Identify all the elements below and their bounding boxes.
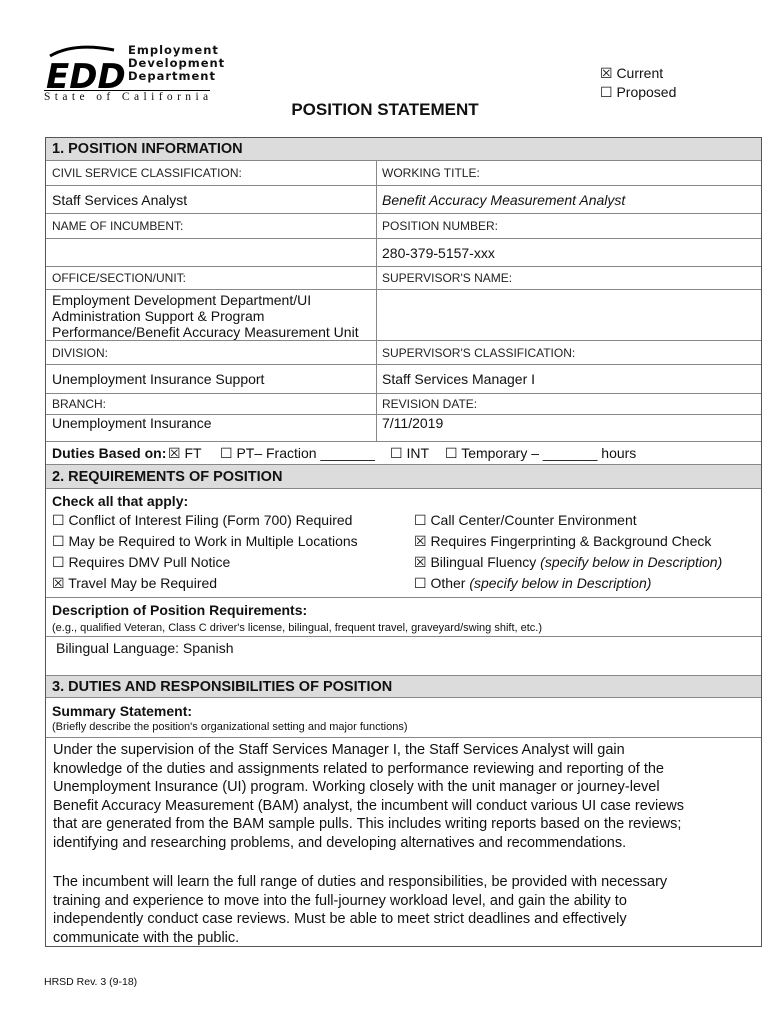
requirements-checklist [46,490,761,598]
working-title-label: WORKING TITLE: [376,161,761,185]
duties-int-checkbox[interactable]: ☐ INT [390,445,429,461]
section-2-heading: 2. REQUIREMENTS OF POSITION [46,465,761,489]
status-proposed[interactable]: ☐ Proposed [600,84,677,100]
edd-logo [44,43,226,104]
requirements-right-column [414,510,722,594]
req-multiple-locations-checkbox[interactable]: ☐ May be Required to Work in Multiple Locations [52,533,358,549]
logo-line-3: Department [128,69,216,83]
position-number-label: POSITION NUMBER: [376,214,761,238]
req-other-checkbox[interactable] [414,573,722,594]
revision-date-label: REVISION DATE: [376,394,761,414]
req-bilingual-note: (specify below in Description) [540,554,723,570]
division-label: DIVISION: [52,345,109,360]
summary-line: knowledge of the duties and assignments related to performance reviewing and reporting of the [53,760,664,777]
summary-line: Under the supervision of the Staff Services Manager I, the Staff Services Analyst will gain [53,742,625,758]
summary-paragraph-1 [53,741,684,852]
row-office-values [46,290,761,341]
row-branch-labels [46,394,761,415]
office-line-1: Employment Development Department/UI [52,292,312,308]
description-header [46,598,761,637]
summary-header [46,699,761,738]
check-all-label: Check all that apply: [52,493,189,509]
page-title: POSITION STATEMENT [291,100,479,119]
req-other-note: (specify below in Description) [469,575,652,591]
summary-line: independently conduct case reviews. Must be able to meet strict deadlines and effectively [53,911,627,927]
incumbent-field[interactable] [46,239,376,266]
duties-pt-checkbox[interactable]: ☐ PT– Fraction _______ [220,445,375,461]
summary-line: identifying and researching problems, and developing alternatives and recommendations. [53,834,627,851]
req-bilingual-label: ☒ Bilingual Fluency [414,554,541,570]
req-conflict-checkbox[interactable]: ☐ Conflict of Interest Filing (Form 700) Required [52,512,353,528]
req-call-center-checkbox[interactable]: ☐ Call Center/Counter Environment [414,512,637,528]
office-line-2: Administration Support & Program [52,308,265,324]
office-field[interactable] [46,290,376,340]
duties-ft-checkbox[interactable]: ☒ FT [168,445,202,461]
civil-service-label: CIVIL SERVICE CLASSIFICATION: [52,166,242,180]
office-label: OFFICE/SECTION/UNIT: [52,271,187,285]
row-classification-values [46,186,761,214]
description-heading: Description of Position Requirements: [52,602,308,618]
summary-line: Benefit Accuracy Measurement (BAM) analyst, the incumbent will conduct various UI case reviews [53,797,685,814]
row-division-labels [46,341,761,365]
row-duties-based [46,442,761,465]
summary-line: training and experience to move into the full-journey workload level, and gain the ability to [53,892,627,909]
logo-wordmark [128,44,225,83]
position-form [45,137,762,947]
row-division-values [46,365,761,394]
division-field[interactable]: Unemployment Insurance Support [52,371,265,387]
summary-line: The incumbent will learn the full range of duties and responsibilities, be provided with necessary [53,874,668,890]
summary-note: (Briefly describe the position's organizational setting and major functions) [52,721,408,733]
logo-letters: EDD [46,57,126,94]
requirements-left-column [52,510,358,594]
logo-line-2: Development [128,56,226,70]
description-field[interactable]: Bilingual Language: Spanish [56,640,234,656]
working-title-field[interactable]: Benefit Accuracy Measurement Analyst [376,186,761,213]
summary-heading: Summary Statement: [52,703,193,719]
section-1-heading: 1. POSITION INFORMATION [46,138,761,161]
row-branch-values [46,415,761,442]
description-note: (e.g., qualified Veteran, Class C driver's license, bilingual, frequent travel, graveyard/swing shift, etc.) [52,622,542,634]
branch-field[interactable]: Unemployment Insurance [52,415,212,431]
description-field-row [46,637,761,676]
summary-line: that are generated from the BAM sample pulls. This includes writing reports based on the reviews; [53,816,682,832]
logo-state: State of California [44,91,213,103]
row-incumbent-labels [46,214,761,239]
supervisor-class-label: SUPERVISOR'S CLASSIFICATION: [376,341,761,364]
req-dmv-checkbox[interactable]: ☐ Requires DMV Pull Notice [52,554,231,570]
req-travel-checkbox[interactable]: ☒ Travel May be Required [52,575,218,591]
duties-based-label: Duties Based on: [52,445,167,461]
form-revision: HRSD Rev. 3 (9-18) [44,976,138,988]
duties-temporary-checkbox[interactable]: ☐ Temporary – _______ hours [445,445,637,461]
branch-label: BRANCH: [52,397,107,411]
row-office-labels [46,267,761,290]
supervisor-name-label: SUPERVISOR'S NAME: [376,267,761,289]
summary-line: communicate with the public. [53,929,240,946]
status-checkboxes [600,64,676,102]
summary-statement-field[interactable] [46,738,761,946]
row-incumbent-values [46,239,761,267]
edd-logo-mark [44,44,126,94]
incumbent-label: NAME OF INCUMBENT: [52,219,184,233]
civil-service-field[interactable]: Staff Services Analyst [52,191,188,208]
summary-paragraph-2 [53,873,667,947]
logo-line-1: Employment [128,43,219,57]
supervisor-name-field[interactable] [376,290,761,340]
summary-line: Unemployment Insurance (UI) program. Working closely with the unit manager or journey-level [53,779,660,795]
position-number-field[interactable]: 280-379-5157-xxx [376,239,761,266]
status-current[interactable]: ☒ Current [600,65,664,81]
supervisor-class-field[interactable]: Staff Services Manager I [376,365,761,393]
revision-date-field[interactable]: 7/11/2019 [376,415,761,441]
req-bilingual-checkbox[interactable] [414,552,722,573]
req-fingerprinting-checkbox[interactable]: ☒ Requires Fingerprinting & Background Check [414,533,712,549]
office-line-3: Performance/Benefit Accuracy Measurement Unit [52,324,359,340]
req-other-label: ☐ Other [414,575,470,591]
row-classification-labels [46,161,761,186]
section-3-heading: 3. DUTIES AND RESPONSIBILITIES OF POSITION [46,676,761,698]
